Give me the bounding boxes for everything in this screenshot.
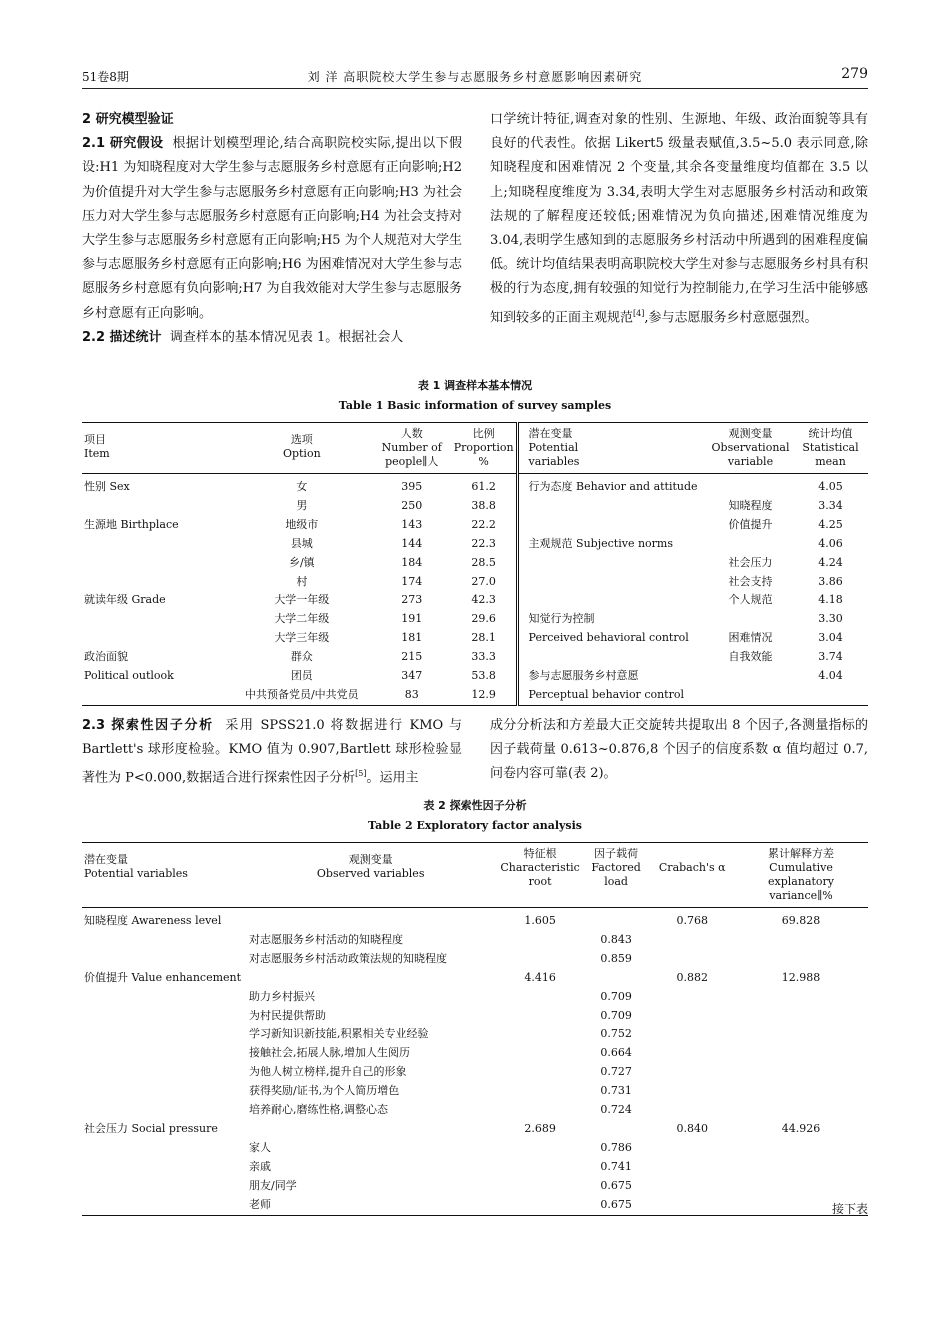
t2-cell-load: [582, 908, 651, 931]
t2-cell-latent: [82, 1025, 243, 1044]
t2-cell-alpha: 0.768: [676, 914, 708, 927]
table2-row: [82, 1158, 868, 1177]
t1-cell-proportion: 61.2: [471, 480, 496, 493]
t2-cell-observed: 获得奖励/证书,为个人简历增色: [249, 1084, 400, 1098]
t2-cell-root: [498, 1139, 582, 1158]
t2-cell-root: 1.605: [524, 914, 556, 927]
continued-note: 接下表: [831, 1202, 868, 1216]
t1-cell-number: 395: [401, 480, 423, 493]
table1-row: [82, 629, 868, 648]
t1-cell-observed: [708, 535, 793, 554]
t1-cell-observed: 价值提升: [728, 517, 773, 531]
t1-cell-proportion: 22.3: [471, 536, 496, 550]
table1-body: [82, 474, 868, 706]
t2-cell-load: 0.727: [600, 1065, 632, 1079]
table2-caption-zh: 表 2 探索性因子分析: [423, 799, 527, 812]
t2-cell-root: [498, 1101, 582, 1120]
table1-row: [82, 535, 868, 554]
t2-header-root: 特征根 Characteristic root: [498, 843, 582, 908]
t2-cell-variance: [734, 1044, 868, 1063]
t2-cell-alpha: 0.882: [676, 970, 708, 984]
t1-cell-observed: [708, 474, 793, 497]
table1-header-row: [82, 423, 868, 474]
t2-cell-root: [498, 988, 582, 1007]
t2-cell-root: [498, 1025, 582, 1044]
t1-cell-number: 347: [401, 669, 423, 683]
table2-row: [82, 1025, 868, 1044]
t2-cell-variance: [734, 1082, 868, 1101]
t1-cell-proportion: 22.2: [471, 517, 496, 531]
t1-cell-number: 184: [401, 555, 423, 569]
t1-cell-latent: [517, 554, 708, 573]
t2-cell-latent: [82, 1101, 243, 1120]
t1-cell-mean: 4.25: [818, 517, 843, 531]
table1-caption: [82, 376, 868, 416]
t2-cell-latent: 社会压力 Social pressure: [84, 1121, 218, 1135]
table2-row: [82, 1063, 868, 1082]
t1-header-latent: 潜在变量 Potential variables: [517, 423, 708, 474]
descriptive-stats-continued: 口学统计特征,调查对象的性别、生源地、年级、政治面貌等具有良好的代表性。依据 Likert5 级量表赋值,3.5~5.0 表示同意,除知晓程度和困难情况 2 个变量,其余各变量维度均值都在 3.5 以上;知晓程度维度为 3.34,表明大学生对志愿服务乡村活动和政策法规的了解程度还较低;困难情况为负向描述,困难情况维度为 3.04,表明学生感知到的志愿服务乡村活动中所遇到的困难程度偏低。统计均值结果表明高职院校大学生对参与志愿服务乡村具有积极的行为态度,拥有较强的知觉行为控制能力,在学习生活中能够感知到较多的正面主观规范: [490, 112, 868, 325]
t2-cell-root: [498, 1082, 582, 1101]
subsection-2-3-heading: 2.3 探索性因子分析: [82, 718, 214, 733]
t2-cell-observed: 老师: [249, 1197, 272, 1211]
t1-cell-proportion: 28.5: [471, 555, 496, 569]
t1-cell-proportion: 38.8: [471, 498, 496, 512]
t2-header-load: 因子载荷 Factored load: [582, 843, 651, 908]
t1-cell-proportion: 28.1: [471, 631, 496, 645]
t1-cell-option: 团员: [290, 669, 313, 683]
t2-cell-load: 0.752: [600, 1027, 632, 1041]
t1-cell-observed: 知晓程度: [728, 498, 773, 512]
t1-cell-item: [82, 554, 232, 573]
table2-body: [82, 908, 868, 1216]
t2-cell-root: [498, 1044, 582, 1063]
t2-cell-root: [498, 931, 582, 950]
t1-cell-item: 生源地 Birthplace: [84, 517, 179, 531]
factor-analysis-paragraph-end: 。运用主: [366, 770, 419, 786]
t2-cell-latent: [82, 1196, 243, 1215]
table2-header-row: [82, 843, 868, 908]
t2-cell-latent: [82, 1139, 243, 1158]
t1-cell-proportion: 27.0: [471, 574, 496, 588]
t2-cell-load: [582, 969, 651, 988]
t2-cell-load: 0.843: [600, 932, 632, 946]
t2-cell-load: 0.675: [600, 1178, 632, 1192]
t2-cell-load: 0.675: [600, 1197, 632, 1211]
t1-header-mean: 统计均值 Statistical mean: [793, 423, 868, 474]
t2-cell-root: [498, 950, 582, 969]
t2-cell-variance: 44.926: [781, 1121, 821, 1135]
t1-cell-item: 就读年级 Grade: [84, 593, 166, 607]
table1-row: [82, 648, 868, 667]
table2-row: [82, 1139, 868, 1158]
t2-cell-variance: [734, 1007, 868, 1026]
t2-cell-alpha: [650, 1025, 734, 1044]
t1-cell-latent: [517, 516, 708, 535]
table1-row: [82, 591, 868, 610]
t1-cell-latent: Perceived behavioral control: [517, 629, 708, 648]
table2-row: [82, 931, 868, 950]
t1-cell-option: 大学一年级: [274, 593, 330, 607]
t1-cell-option: 县城: [290, 536, 313, 550]
t1-cell-mean: 3.34: [818, 498, 843, 512]
t2-cell-variance: [734, 950, 868, 969]
right-column: [490, 108, 868, 330]
t2-cell-alpha: [650, 1177, 734, 1196]
table1-row: [82, 554, 868, 573]
factor-analysis-left: [82, 714, 462, 791]
t1-cell-item: Political outlook: [84, 669, 174, 683]
running-title: 刘 洋 高职院校大学生参与志愿服务乡村意愿影响因素研究: [307, 70, 643, 84]
t2-header-latent: 潜在变量 Potential variables: [82, 843, 243, 908]
t1-cell-number: 191: [401, 612, 423, 626]
t1-cell-proportion: 42.3: [471, 593, 496, 607]
t1-cell-latent: [517, 497, 708, 516]
table2-row: [82, 1101, 868, 1120]
t2-cell-latent: [82, 1007, 243, 1026]
citation-ref-5: [5]: [355, 769, 367, 779]
t2-cell-alpha: [650, 1196, 734, 1215]
t1-cell-option: 村: [296, 574, 308, 588]
table2-row: [82, 950, 868, 969]
t2-cell-variance: [734, 988, 868, 1007]
t2-cell-alpha: [650, 931, 734, 950]
t1-cell-mean: 3.30: [818, 612, 843, 626]
t1-cell-mean: [793, 686, 868, 705]
t2-cell-observed: [243, 1120, 498, 1139]
table2-row: [82, 1007, 868, 1026]
t2-cell-observed: 对志愿服务乡村活动的知晓程度: [249, 932, 404, 946]
t2-cell-root: [498, 1196, 582, 1215]
t2-cell-root: [498, 1158, 582, 1177]
t1-cell-item: 政治面貌: [84, 650, 128, 664]
t2-cell-observed: 家人: [249, 1140, 272, 1154]
t2-cell-alpha: [650, 1044, 734, 1063]
t2-cell-observed: 接触社会,拓展人脉,增加人生阅历: [249, 1046, 411, 1060]
table1-row: [82, 686, 868, 705]
t2-header-alpha: Crabach's α: [650, 843, 734, 908]
descriptive-stats-paragraph: 调查样本的基本情况见表 1。根据社会人: [169, 329, 404, 345]
t2-cell-variance: [734, 1158, 868, 1177]
t1-cell-mean: 4.04: [818, 669, 843, 683]
t1-cell-number: 273: [401, 593, 423, 607]
t2-cell-observed: 亲戚: [249, 1159, 272, 1173]
table2-row: [82, 1044, 868, 1063]
t1-cell-number: 174: [401, 574, 423, 588]
table1-row: [82, 573, 868, 592]
table2-row: [82, 908, 868, 931]
t1-cell-latent: Perceptual behavior control: [517, 686, 708, 705]
t1-cell-observed: [708, 686, 793, 705]
t2-cell-observed: 对志愿服务乡村活动政策法规的知晓程度: [249, 951, 448, 965]
table2-row: [82, 969, 868, 988]
factor-analysis-paragraph: 采用 SPSS21.0 将数据进行 KMO 与 Bartlett's 球形度检验。KMO 值为 0.907,Bartlett 球形检验显著性为 P<0.000,数据适合进行探索性因子分析: [82, 718, 462, 786]
t2-cell-alpha: [650, 1139, 734, 1158]
t2-cell-load: 0.664: [600, 1046, 632, 1060]
t1-cell-mean: 4.18: [818, 593, 843, 607]
t1-header-observed: 观测变量 Observational variable: [708, 423, 793, 474]
t2-cell-load: 0.709: [600, 989, 632, 1003]
table1-caption-en: Table 1 Basic information of survey samples: [338, 399, 612, 412]
t1-cell-number: 215: [401, 650, 423, 664]
t2-cell-observed: 助力乡村振兴: [249, 989, 316, 1003]
t1-cell-latent: [517, 648, 708, 667]
subsection-2-2-heading: 2.2 描述统计: [82, 329, 162, 345]
t1-cell-item: [82, 573, 232, 592]
table2-row: [82, 1120, 868, 1139]
t2-cell-variance: [734, 1025, 868, 1044]
t1-cell-item: [82, 686, 232, 705]
t2-cell-latent: 知晓程度 Awareness level: [84, 914, 222, 927]
t1-cell-observed: 自我效能: [728, 650, 773, 664]
t2-cell-observed: 为他人树立榜样,提升自己的形象: [249, 1065, 407, 1079]
volume-issue: 51卷8期: [82, 70, 129, 84]
t1-cell-proportion: 53.8: [471, 669, 496, 683]
t2-cell-latent: [82, 988, 243, 1007]
t2-cell-load: 0.724: [600, 1103, 632, 1117]
table1: [82, 422, 868, 706]
t2-cell-alpha: [650, 1007, 734, 1026]
t1-cell-item: [82, 610, 232, 629]
t1-cell-item: 性别 Sex: [84, 480, 130, 493]
t1-cell-number: 181: [401, 631, 423, 645]
table2-row: [82, 1082, 868, 1101]
t2-cell-latent: [82, 1177, 243, 1196]
t2-cell-variance: [734, 1177, 868, 1196]
t2-cell-latent: [82, 1044, 243, 1063]
t2-cell-variance: [734, 1101, 868, 1120]
t2-cell-load: 0.731: [600, 1084, 632, 1098]
t1-cell-mean: 3.74: [818, 650, 843, 664]
t2-cell-load: 0.741: [600, 1159, 632, 1173]
t1-cell-proportion: 12.9: [471, 687, 496, 701]
t1-cell-mean: 4.05: [818, 480, 843, 493]
table1-row: [82, 610, 868, 629]
table2-row: [82, 988, 868, 1007]
t1-cell-observed: 困难情况: [728, 631, 773, 645]
t2-cell-variance: [734, 931, 868, 950]
t2-cell-variance: [734, 1063, 868, 1082]
t2-cell-alpha: [650, 988, 734, 1007]
t2-cell-root: [498, 1177, 582, 1196]
t1-cell-latent: [517, 591, 708, 610]
t2-cell-alpha: [650, 1101, 734, 1120]
t2-cell-load: 0.859: [600, 951, 632, 965]
t1-cell-number: 143: [401, 517, 423, 531]
t1-cell-item: [82, 535, 232, 554]
t1-cell-number: 144: [401, 536, 423, 550]
t1-cell-option: 大学三年级: [274, 631, 330, 645]
factor-analysis-continued: 成分分析法和方差最大正交旋转共提取出 8 个因子,各测量指标的因子载荷量 0.613~0.876,8 个因子的信度系数 α 值均超过 0.7,问卷内容可靠(表 2)。: [490, 718, 868, 782]
t1-cell-observed: [708, 667, 793, 686]
table2-caption: [82, 796, 868, 836]
t2-cell-latent: [82, 1063, 243, 1082]
t1-cell-item: [82, 629, 232, 648]
table2-caption-en: Table 2 Exploratory factor analysis: [368, 819, 582, 832]
citation-ref: [4]: [633, 308, 645, 318]
t1-cell-item: [82, 497, 232, 516]
t2-cell-alpha: 0.840: [676, 1121, 708, 1135]
t1-cell-option: 大学二年级: [274, 612, 330, 626]
t2-cell-root: 4.416: [524, 970, 556, 984]
t2-cell-latent: [82, 950, 243, 969]
section-heading: 2 研究模型验证: [82, 112, 174, 127]
t1-cell-number: 250: [401, 498, 423, 512]
t2-cell-latent: 价值提升 Value enhancement: [84, 970, 242, 984]
factor-analysis-right: [490, 714, 868, 787]
table1-row: [82, 516, 868, 535]
t1-cell-option: 群众: [290, 650, 313, 664]
t2-cell-variance: 69.828: [781, 914, 821, 927]
descriptive-stats-end: ,参与志愿服务乡村意愿强烈。: [644, 309, 818, 325]
table1-caption-zh: 表 1 调查样本基本情况: [417, 379, 533, 392]
t1-header-proportion: 比例 Proportion %: [452, 423, 517, 474]
t2-header-observed: 观测变量 Observed variables: [243, 843, 498, 908]
t1-cell-mean: 3.86: [818, 574, 843, 588]
hypotheses-paragraph: 根据计划模型理论,结合高职院校实际,提出以下假设:H1 为知晓程度对大学生参与志愿服务乡村意愿有正向影响;H2 为价值提升对大学生参与志愿服务乡村意愿有正向影响;H3 为社会压力对大学生参与志愿服务乡村意愿有正向影响;H4 为社会支持对大学生参与志愿服务乡村意愿有正向影响;H5 为个人规范对大学生参与志愿服务乡村意愿有正向影响;H6 为困难情况对大学生参与志愿服务乡村意愿有负向影响;H7 为自我效能对大学生参与志愿服务乡村意愿有正向影响。: [82, 136, 463, 321]
t1-cell-option: 地级市: [285, 517, 319, 531]
t2-cell-observed: [243, 969, 498, 988]
subsection-2-1-heading: 2.1 研究假设: [82, 136, 164, 152]
t1-cell-number: 83: [404, 687, 419, 701]
table2-row: [82, 1196, 868, 1215]
t2-cell-variance: 12.988: [781, 970, 821, 984]
t2-cell-latent: [82, 1082, 243, 1101]
t1-cell-latent: [517, 573, 708, 592]
t1-header-option: 选项 Option: [232, 423, 372, 474]
t1-cell-option: 中共预备党员/中共党员: [244, 687, 359, 701]
t2-cell-alpha: [650, 1063, 734, 1082]
t1-header-number: 人数 Number of people∥人: [372, 423, 452, 474]
t2-cell-observed: 为村民提供帮助: [249, 1008, 327, 1022]
t1-cell-observed: 社会支持: [728, 574, 773, 588]
t2-cell-load: 0.709: [600, 1008, 632, 1022]
t1-cell-observed: 社会压力: [728, 555, 773, 569]
t1-cell-latent: 知觉行为控制: [517, 610, 708, 629]
table1-row: [82, 667, 868, 686]
t1-cell-mean: 4.24: [818, 555, 843, 569]
left-column: [82, 108, 462, 350]
t2-header-variance: 累计解释方差 Cumulative explanatory variance∥%: [734, 843, 868, 908]
t1-cell-mean: 3.04: [818, 631, 843, 645]
t2-cell-latent: [82, 1158, 243, 1177]
table2-row: [82, 1177, 868, 1196]
t2-cell-load: 0.786: [600, 1140, 632, 1154]
t1-cell-mean: 4.06: [818, 536, 843, 550]
table1-row: [82, 497, 868, 516]
t2-cell-observed: 学习新知识新技能,积累相关专业经验: [249, 1027, 429, 1041]
t1-cell-option: 女: [296, 480, 308, 493]
t2-cell-root: [498, 1007, 582, 1026]
t1-header-item: 项目 Item: [82, 423, 232, 474]
t2-cell-alpha: [650, 1158, 734, 1177]
t1-cell-option: 乡/镇: [288, 555, 315, 569]
t1-cell-latent: 主观规范 Subjective norms: [517, 535, 708, 554]
t2-cell-root: 2.689: [524, 1121, 556, 1135]
table1-row: [82, 474, 868, 497]
t1-cell-proportion: 33.3: [471, 650, 496, 664]
running-header: [82, 66, 868, 89]
t1-cell-option: 男: [296, 498, 308, 512]
t2-cell-alpha: [650, 950, 734, 969]
table2: [82, 842, 868, 1216]
t2-cell-load: [582, 1120, 651, 1139]
t1-cell-observed: [708, 610, 793, 629]
t2-cell-variance: [734, 1139, 868, 1158]
t2-cell-observed: 培养耐心,磨练性格,调整心态: [249, 1103, 389, 1117]
t2-cell-latent: [82, 931, 243, 950]
t1-cell-proportion: 29.6: [471, 612, 496, 626]
page-number: 279: [841, 66, 868, 82]
t2-cell-root: [498, 1063, 582, 1082]
t1-cell-observed: 个人规范: [728, 593, 773, 607]
t2-cell-observed: 朋友/同学: [249, 1178, 297, 1192]
t2-cell-alpha: [650, 1082, 734, 1101]
t2-cell-observed: [243, 908, 498, 931]
t1-cell-latent: 行为态度 Behavior and attitude: [517, 474, 708, 497]
t1-cell-latent: 参与志愿服务乡村意愿: [517, 667, 708, 686]
